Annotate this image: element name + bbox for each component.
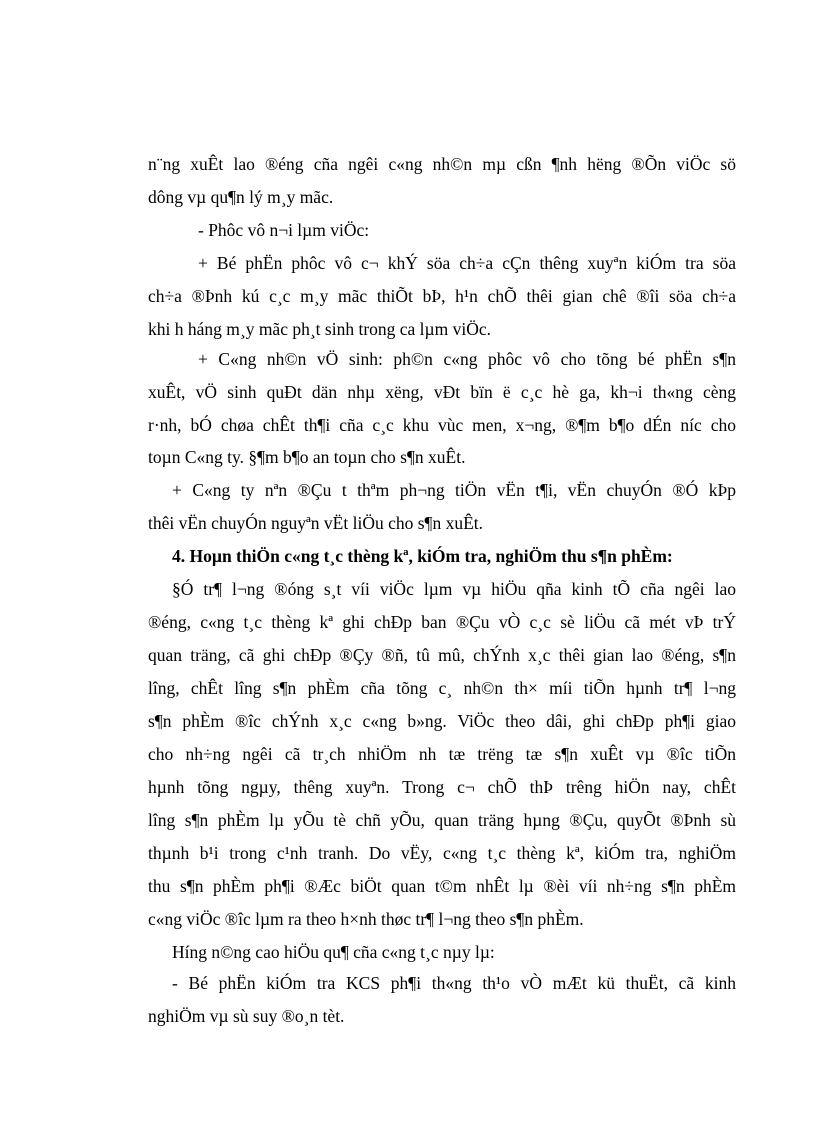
body-text-line: toµn C«ng ty. §¶m b¶o an toµn cho s¶n xuÊt. bbox=[148, 447, 466, 467]
body-text-line: ch÷a ®Þnh kú c¸c m¸y mãc thiÕt bÞ, h¹n chÕ thêi gian chê ®îi söa ch÷a bbox=[148, 286, 736, 306]
body-text-line: thu s¶n phÈm ph¶i ®Æc biÖt quan t©m nhÊt lµ ®èi víi nh÷ng s¶n phÈm bbox=[148, 876, 736, 896]
body-text-line: dông vµ qu¶n lý m¸y mãc. bbox=[148, 187, 334, 207]
body-text-line: cho nh÷ng ngêi cã tr¸ch nhiÖm nh tæ trëng tæ s¶n xuÊt vµ ®îc tiÕn bbox=[148, 744, 736, 764]
body-text-line: hµnh tõng ngµy, thêng xuyªn. Trong c¬ chÕ thÞ trêng hiÖn nay, chÊt bbox=[148, 777, 736, 797]
body-text-line: s¶n phÈm ®îc chÝnh x¸c c«ng b»ng. ViÖc theo dâi, ghi chÐp ph¶i giao bbox=[148, 711, 736, 731]
body-text-line: r·nh, bÓ chøa chÊt th¶i cña c¸c khu vùc men, x¬ng, ®¶m b¶o dÉn níc cho bbox=[148, 415, 736, 435]
body-text-line: xuÊt, vÖ sinh quÐt dän nhµ xëng, vÐt bïn ë c¸c hè ga, kh¬i th«ng cèng bbox=[148, 382, 736, 402]
section-heading: 4. Hoµn thiÖn c«ng t¸c thèng kª, kiÓm tra, nghiÖm thu s¶n phÈm: bbox=[172, 546, 673, 566]
body-text-line: khi h háng m¸y mãc ph¸t sinh trong ca lµm viÖc. bbox=[148, 319, 492, 339]
body-text-line: + C«ng ty nªn ®Çu t thªm ph¬ng tiÖn vËn t¶i, vËn chuyÓn ®Ó kÞp bbox=[172, 480, 736, 500]
body-text-line: lîng, chÊt lîng s¶n phÈm cña tõng c¸ nh©n th× míi tiÕn hµnh tr¶ l¬ng bbox=[148, 678, 736, 698]
body-text-line: c«ng viÖc ®îc lµm ra theo h×nh thøc tr¶ l¬ng theo s¶n phÈm. bbox=[148, 909, 584, 929]
body-text-line: quan träng, cã ghi chÐp ®Çy ®ñ, tû mû, chÝnh x¸c thêi gian lao ®éng, s¶n bbox=[148, 645, 736, 665]
body-text-line: + Bé phËn phôc vô c¬ khÝ söa ch÷a cÇn thêng xuyªn kiÓm tra söa bbox=[198, 253, 736, 273]
body-text-line: nghiÖm vµ sù suy ®o¸n tèt. bbox=[148, 1006, 345, 1026]
body-text-line: thµnh b¹i trong c¹nh tranh. Do vËy, c«ng t¸c thèng kª, kiÓm tra, nghiÖm bbox=[148, 843, 736, 863]
body-text-line: thêi vËn chuyÓn nguyªn vËt liÖu cho s¶n xuÊt. bbox=[148, 513, 484, 533]
body-text-line: n¨ng xuÊt lao ®éng cña ngêi c«ng nh©n mµ cßn ¶nh hëng ®Õn viÖc sö bbox=[148, 154, 736, 174]
body-text-line: - Phôc vô n¬i lµm viÖc: bbox=[198, 220, 370, 240]
body-text-line: §Ó tr¶ l¬ng ®óng s¸t víi viÖc lµm vµ hiÖu qña kinh tÕ cña ngêi lao bbox=[172, 579, 736, 599]
body-text-line: ®éng, c«ng t¸c thèng kª ghi chÐp ban ®Çu vÒ c¸c sè liÖu cã mét vÞ trÝ bbox=[148, 612, 736, 632]
body-text-line: Híng n©ng cao hiÖu qu¶ cña c«ng t¸c nµy lµ: bbox=[172, 942, 495, 962]
body-text-line: + C«ng nh©n vÖ sinh: ph©n c«ng phôc vô cho tõng bé phËn s¶n bbox=[198, 349, 736, 369]
body-text-line: lîng s¶n phÈm lµ yÕu tè chñ yÕu, quan träng hµng ®Çu, quyÕt ®Þnh sù bbox=[148, 810, 736, 830]
body-text-line: - Bé phËn kiÓm tra KCS ph¶i th«ng th¹o vÒ mÆt kü thuËt, cã kinh bbox=[172, 973, 736, 993]
